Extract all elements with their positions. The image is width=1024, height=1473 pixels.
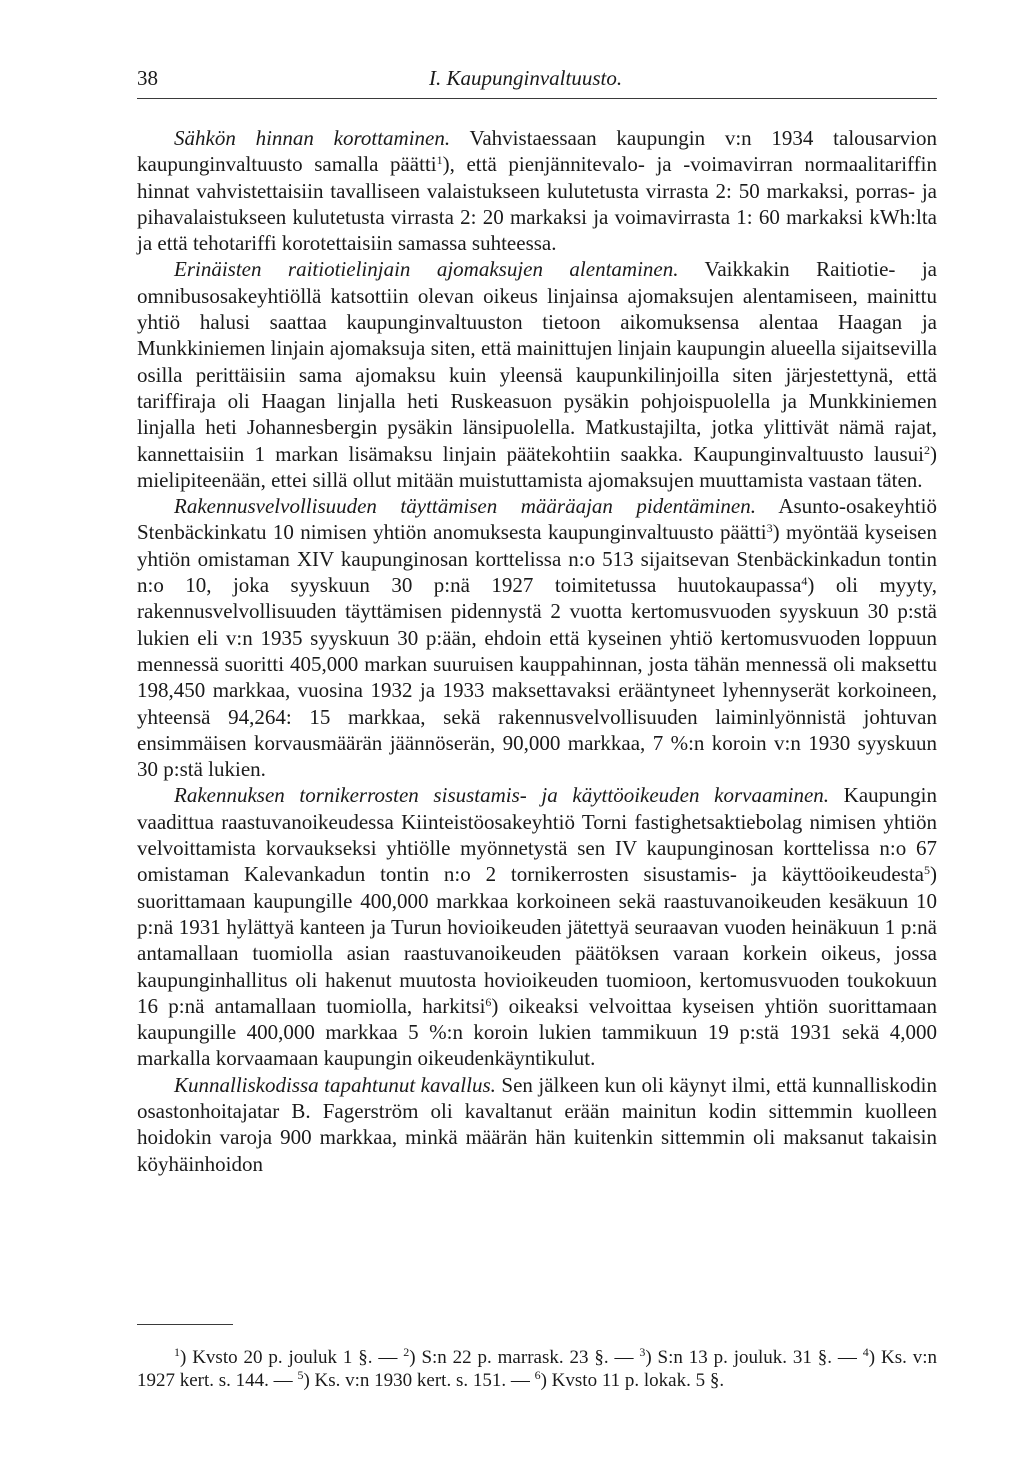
footnote-number: 5 [297,1367,304,1382]
header-rule [137,98,937,99]
paragraph [137,493,937,782]
paragraph-text: ) mielipiteenään, ettei sillä ollut mitään muistuttamista ajomaksujen muuttamista vastaan täten. [137,441,937,492]
paragraph-text: Vahvistaessaan kaupungin v:n 1934 talousarvion kaupunginvaltuusto samalla päätti [137,126,937,177]
footnote-number: 1 [174,1345,180,1359]
page-header [137,66,937,100]
footnote-number: 3 [639,1345,646,1359]
paragraph-text: ) oli myyty, rakennusvelvollisuuden täyttämisen pidennystä 2 vuotta kertomusvuoden syyskuun 30 p:stä lukien eli v:n 1935 syyskuun 30 p:ään, ehdoin että kyseinen yhtiö kertomusvuoden loppuun mennessä suoritti 405,000 markan suuruisen kauppahinnan, josta tähän mennessä oli maksettu 198,450 markkaa, vuosina 1932 ja 1933 maksettavaksi erääntyneet lyhennyserät korkoineen, yhteensä 94,264: 15 markkaa, sekä rakennusvelvollisuuden laiminlyönnistä johtuvan ensimmäisen korvausmäärän jäännöserän, 90,000 markkaa, 7 %:n koroin v:n 1930 syyskuun 30 p:stä lukien. [137,573,938,782]
paragraph-heading: Rakennusvelvollisuuden täyttämisen määräajan pidentäminen. [174,494,756,519]
footnote-text: ) Ks. v:n 1927 kert. s. 144. — [137,1347,937,1391]
footnote-number: 6 [534,1367,541,1382]
footnote-reference: 2 [924,442,930,457]
footnote-rule [137,1324,233,1325]
footnote-number: 2 [403,1345,410,1359]
footnote-text: ) Ks. v:n 1930 kert. s. 151. — [303,1369,535,1391]
paragraph-text: ), että pienjännitevalo- ja -voimavirran normaalitariffin hinnat vahvistettaisiin tavalliseen valaistukseen kulutetusta virrasta 2: 50 markaksi, porras- ja pihavalaistukseen kulutetusta virrasta 2: 20 markaksi ja voimavirrasta 1: 60 markaksi kWh:lta ja että tehotariffi korotettaisiin samassa suhteessa. [137,152,937,256]
paragraph-text: ) myöntää kyseisen yhtiön omistaman XIV kaupunginosan korttelissa n:o 513 sijaitsevan Stenbäckinkadun tontin n:o 10, joka syyskuun 30 p:nä 1927 toimitetussa huutokaupassa [137,520,938,598]
page-number: 38 [137,66,158,90]
footnote-reference: 5 [924,863,930,878]
paragraph-heading: Sähkön hinnan korottaminen. [174,126,451,150]
paragraph [137,1072,937,1177]
paragraph-text: ) suorittamaan kaupungille 400,000 markkaa korkoineen sekä raastuvanoikeuden kesäkuun 10 p:nä 1931 hylättyä kanteen ja Turun hovioikeuden jätettyä seuraavan vuoden heinäkuun 1 p:nä antamallaan tuomiolla asian raastuvanoikeuden päätöksen varaan korkein oikeus, jossa kaupunginhallitus oli hakenut muutosta hovioikeuden tuomioon, kertomusvuoden toukokuun 16 p:nä antamallaan tuomiolla, harkitsi [137,862,937,1018]
paragraph-heading: Kunnalliskodissa tapahtunut kavallus. [174,1072,496,1097]
footnote-reference: 3 [766,521,773,536]
paragraph-heading: Erinäisten raitiotielinjain ajomaksujen alentaminen. [174,257,679,282]
paragraph [137,782,937,1071]
paragraph-text: Sen jälkeen kun oli käynyt ilmi, että kunnalliskodin osastonhoitajatar B. Fagerström oli kavaltanut erään mainitun kodin sittemmin kuolleen hoidokin varoja 900 markkaa, minkä määrän hän kuitenkin sittemmin oli maksanut takaisin köyhäinhoidon [137,1072,938,1176]
paragraph-heading: Rakennuksen tornikerrosten sisustamis- ja käyttöoikeuden korvaaminen. [174,783,830,808]
footnote-text: ) Kvsto 11 p. lokak. 5 §. [540,1369,725,1391]
footnote-reference: 1 [436,153,443,168]
paragraph-text: Asunto-osakeyhtiö Stenbäckinkatu 10 nimisen yhtiön anomuksesta kaupunginvaltuusto päätti [137,494,937,545]
paragraph [137,256,937,493]
paragraph [137,125,937,256]
footnote-text: ) S:n 13 p. jouluk. 31 §. — [645,1347,863,1368]
footnotes [137,1347,937,1392]
footnote-text: ) S:n 22 p. marrask. 23 §. — [409,1347,640,1368]
footnote-reference: 6 [485,994,492,1009]
footnote-reference: 4 [801,574,808,589]
footnote-text: ) Kvsto 20 p. jouluk 1 §. — [180,1347,404,1368]
running-title: I. Kaupunginvaltuusto. [429,66,623,90]
paragraph-text: ) oikeaksi velvoittaa kyseisen yhtiön suorittamaan kaupungille 400,000 markkaa 5 %:n koroin lukien tammikuun 19 p:stä 1931 sekä 4,000 markalla korvaamaan kaupungin oikeudenkäyntikulut. [137,993,937,1071]
body-text [137,125,937,1177]
footnote-number: 4 [862,1345,869,1359]
paragraph-text: Vaikkakin Raitiotie- ja omnibusosakeyhtiöllä katsottiin olevan oikeus linjainsa ajomaksujen alentamiseen, mainittu yhtiö halusi saattaa kaupunginvaltuuston tietoon aikomuksensa alentaa Haagan ja Munkkiniemen linjain ajomaksuja siten, että mainittujen linjain kaupungin alueella sijaitsevilla osilla perittäisiin sama ajomaksu kuin yleensä kaupunkilinjoilla siten järjestettynä, että tariffiraja oli Haagan linjalla heti Ruskeasuon pysäkin pohjoispuolella ja Munkkiniemen linjalla heti Johannesbergin pysäkin länsipuolella. Matkustajilta, jotka ylittivät nämä rajat, kannettaisiin 1 markan lisämaksu linjain päätekohtiin saakka. Kaupunginvaltuusto lausui [137,257,937,466]
paragraph-text: Kaupungin vaadittua raastuvanoikeudessa Kiinteistöosakeyhtiö Torni fastighetsaktiebolag nimisen yhtiön velvoittamista korvaukseksi yhtiölle myönnetystä sen IV kaupunginosan korttelissa n:o 67 omistaman Kalevankadun tontin n:o 2 tornikerrosten sisustamis- ja käyttöoikeudesta [137,783,937,887]
